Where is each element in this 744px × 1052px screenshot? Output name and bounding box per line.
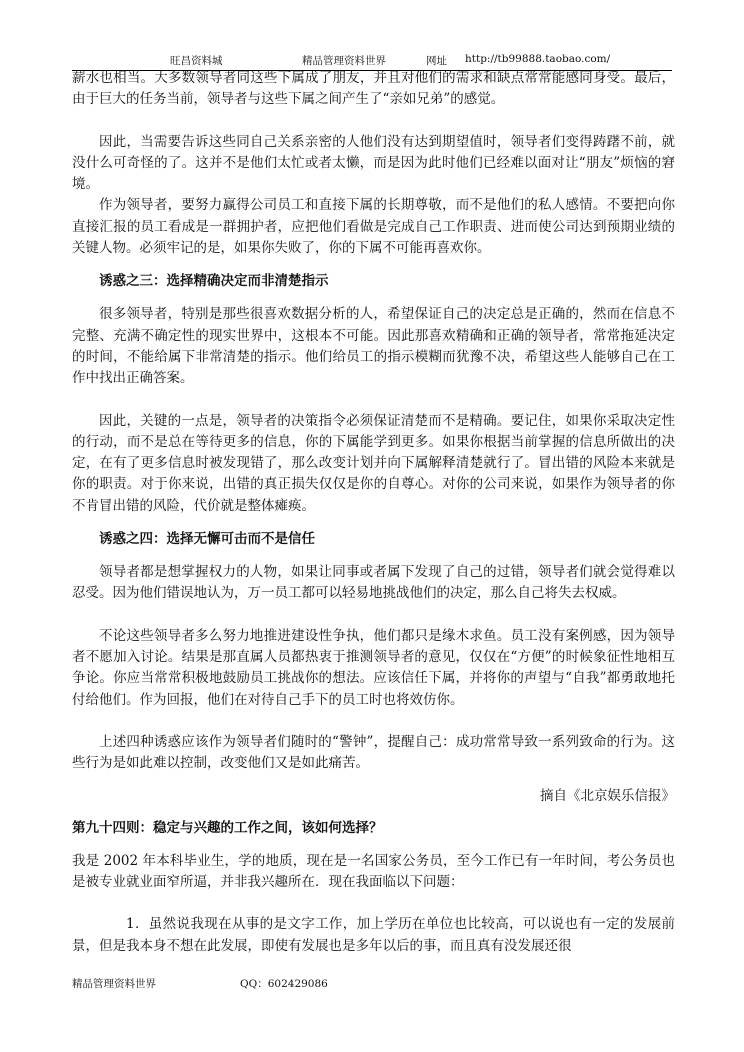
source-attribution: 摘自《北京娱乐信报》: [540, 788, 675, 805]
paragraph: 领导者都是想掌握权力的人物，如果让同事或者属下发现了自己的过错，领导者们就会觉得难以忍受。因为他们错误地认为，万一员工都可以轻易地挑战他们的决定，那么自己将失去权威。: [72, 564, 675, 602]
numbered-item: 1．虽然说我现在从事的是文字工作，加上学历在单位也比较高，可以说也有一定的发展前景，但是我本身不想在此发展，即使有发展也是多年以后的事，而且真有没发展还很: [72, 916, 675, 954]
footer-site-name: 精品管理资料世界: [72, 978, 156, 990]
document-body: [72, 68, 675, 957]
rule-heading: 第九十四则：稳定与兴趣的工作之间，该如何选择？: [72, 819, 383, 836]
paragraph: 上述四种诱惑应该作为领导者们随时的“警钟”，提醒自己：成功常常导致一系列致命的行为。这些行为是如此难以控制，改变他们又是如此痛苦。: [72, 733, 675, 772]
paragraph: 因此，当需要告诉这些同自己关系亲密的人他们没有达到期望值时，领导者们变得踌躇不前，就没什么可奇怪的了。这并不是他们太忙或者太懒，而是因为此时他们已经难以面对让“朋友”烦恼的窘境。: [72, 133, 675, 193]
paragraph: 薪水也相当。大多数领导者同这些下属成了朋友，并且对他们的需求和缺点常常能感同身受。最后，由于巨大的任务当前，领导者与这些下属之间产生了“亲如兄弟”的感觉。: [72, 70, 675, 108]
header-url-label: 网址: [426, 55, 447, 67]
section-heading-three: 诱惑之三：选择精确决定而非清楚指示: [99, 273, 329, 290]
paragraph: 因此，关键的一点是，领导者的决策指令必须保证清楚而不是精确。要记住，如果你采取决定性的行动，而不是总在等待更多的信息，你的下属能学到更多。如果你根据当前掌握的信息所做出的决定，在有了更多信息时被发现错了，那么改变计划并向下属解释清楚就行了。冒出错的风险本来就是你的职责。对于你来说，出错的真正损失仅仅是你的自尊心。对你的公司来说，如果作为领导者的你不肯冒出错的风险，代价就是整体瘫痪。: [72, 412, 675, 514]
paragraph: 不论这些领导者多么努力地推进建设性争执，他们都只是缘木求鱼。员工没有案例感，因为领导者不愿加入讨论。结果是那直属人员都热衷于推测领导者的意见，仅仅在“方便”的时候象征性地相互争论。你应当常常积极地鼓励员工挑战你的想法。应该信任下属，并将你的声望与“自我”都勇敢地托付给他们。作为回报，他们在对待自己手下的员工时也将效仿你。: [72, 627, 675, 708]
paragraph: 作为领导者，要努力赢得公司员工和直接下属的长期尊敬，而不是他们的私人感情。不要把向你直接汇报的员工看成是一群拥护者，应把他们看做是完成自己工作职责、进而使公司达到预期业绩的关键人物。必须牢记的是，如果你失败了，你的下属不可能再喜欢你。: [72, 197, 675, 257]
header-site-name: 精品管理资料世界: [302, 55, 386, 67]
paragraph: 我是 2002 年本科毕业生，学的地质，现在是一名国家公务员，至今工作已有一年时间，考公务员也是被专业就业面窄所逼，并非我兴趣所在．现在我面临以下问题：: [72, 852, 675, 891]
header-url: http://tb99888.taobao.com/: [465, 53, 611, 65]
paragraph: 很多领导者，特别是那些很喜欢数据分析的人，希望保证自己的决定总是正确的，然而在信息不完整、充满不确定性的现实世界中，这根本不可能。因此那喜欢精确和正确的领导者，常常拖延决定的时间，不能给属下非常清楚的指示。他们给员工的指示模糊而犹豫不决，希望这些人能够自己在工作中找出正确答案。: [72, 306, 675, 387]
footer-qq: QQ：602429086: [240, 978, 328, 990]
section-heading-four: 诱惑之四：选择无懈可击而不是信任: [99, 531, 315, 548]
header-shop-name: 旺昌资料城: [170, 55, 223, 67]
